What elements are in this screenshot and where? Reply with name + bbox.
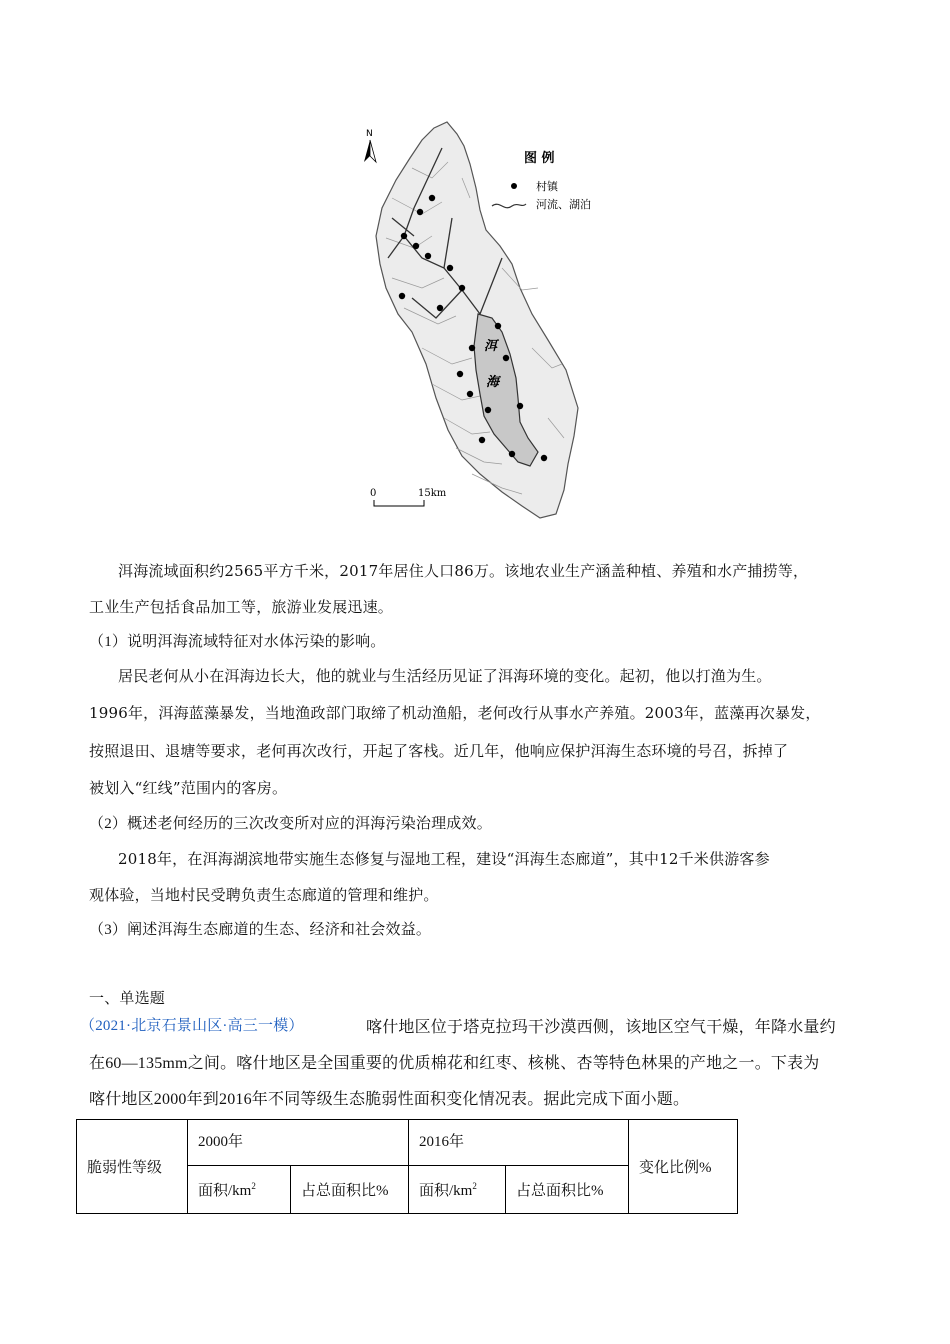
- north-arrow-icon: [364, 129, 376, 162]
- para2-line3: 按照退田、退塘等要求，老何再次改行，开起了客栈。近几年，他响应保护洱海生态环境的号召，拆掉了: [89, 742, 789, 760]
- section-heading: 一、单选题: [89, 991, 166, 1007]
- svg-text:0: 0: [370, 488, 377, 499]
- question-3: （3）阐述洱海生态廊道的生态、经济和社会效益。: [89, 922, 432, 938]
- para2-line1: 居民老何从小在洱海边长大，他的就业与生活经历见证了洱海环境的变化。起初，他以打渔为生。: [118, 667, 772, 685]
- lake-label-er: 洱: [484, 339, 498, 354]
- question-2: （2）概述老何经历的三次改变所对应的洱海污染治理成效。: [89, 816, 492, 832]
- legend-town-label: 村镇: [536, 180, 558, 193]
- source-tag: （2021·北京石景山区·高三一模）: [80, 1018, 304, 1034]
- para1-line2: 工业生产包括食品加工等，旅游业发展迅速。: [89, 598, 394, 616]
- svg-text:15km: 15km: [418, 488, 447, 499]
- vulnerability-table: [76, 1119, 738, 1214]
- header-share-2016: 占总面积比%: [506, 1166, 629, 1214]
- scale-bar: [370, 488, 447, 506]
- legend-river-label: 河流、湖泊: [536, 198, 591, 211]
- header-2000: 2000年: [188, 1120, 409, 1166]
- para2-line4: 被划入“红线”范围内的客房。: [89, 779, 288, 797]
- para3-line1: 2018年，在洱海湖滨地带实施生态修复与湿地工程，建设“洱海生态廊道”，其中12千米供游客参: [118, 850, 770, 868]
- header-area-2000: 面积$/km^2$: [188, 1166, 291, 1214]
- legend-river-icon: [492, 204, 526, 208]
- intro-line3: 喀什地区2000年到2016年不同等级生态脆弱性面积变化情况表。据此完成下面小题。: [89, 1091, 690, 1108]
- para3-line2: 观体验，当地村民受聘负责生态廊道的管理和维护。: [89, 886, 439, 904]
- para1-line1: 洱海流域面积约2565平方千米，2017年居住人口86万。该地农业生产涵盖种植、养殖和水产捕捞等，: [118, 562, 809, 580]
- para2-line2: 1996年，洱海蓝藻暴发，当地渔政部门取缔了机动渔船，老何改行从事水产养殖。2003年，蓝藻再次暴发，: [89, 704, 821, 722]
- svg-text:N: N: [366, 129, 373, 139]
- legend-town-icon: [511, 183, 517, 189]
- intro-line1: 喀什地区位于塔克拉玛干沙漠西侧，该地区空气干燥，年降水量约: [366, 1019, 836, 1036]
- intro-line2: 在60—135mm之间。喀什地区是全国重要的优质棉花和红枣、核桃、杏等特色林果的产地之一。下表为: [89, 1055, 820, 1072]
- header-share-2000: 占总面积比%: [291, 1166, 409, 1214]
- lake-label-hai: 海: [486, 375, 500, 390]
- header-change: 变化比例%: [629, 1120, 738, 1214]
- header-2016: 2016年: [409, 1120, 629, 1166]
- header-level: 脆弱性等级: [77, 1120, 188, 1214]
- question-1: （1）说明洱海流域特征对水体污染的影响。: [89, 634, 386, 650]
- header-area-2016: 面积$/km^2$: [409, 1166, 506, 1214]
- erhai-basin-map: [352, 118, 622, 523]
- legend-title: 图 例: [524, 151, 555, 166]
